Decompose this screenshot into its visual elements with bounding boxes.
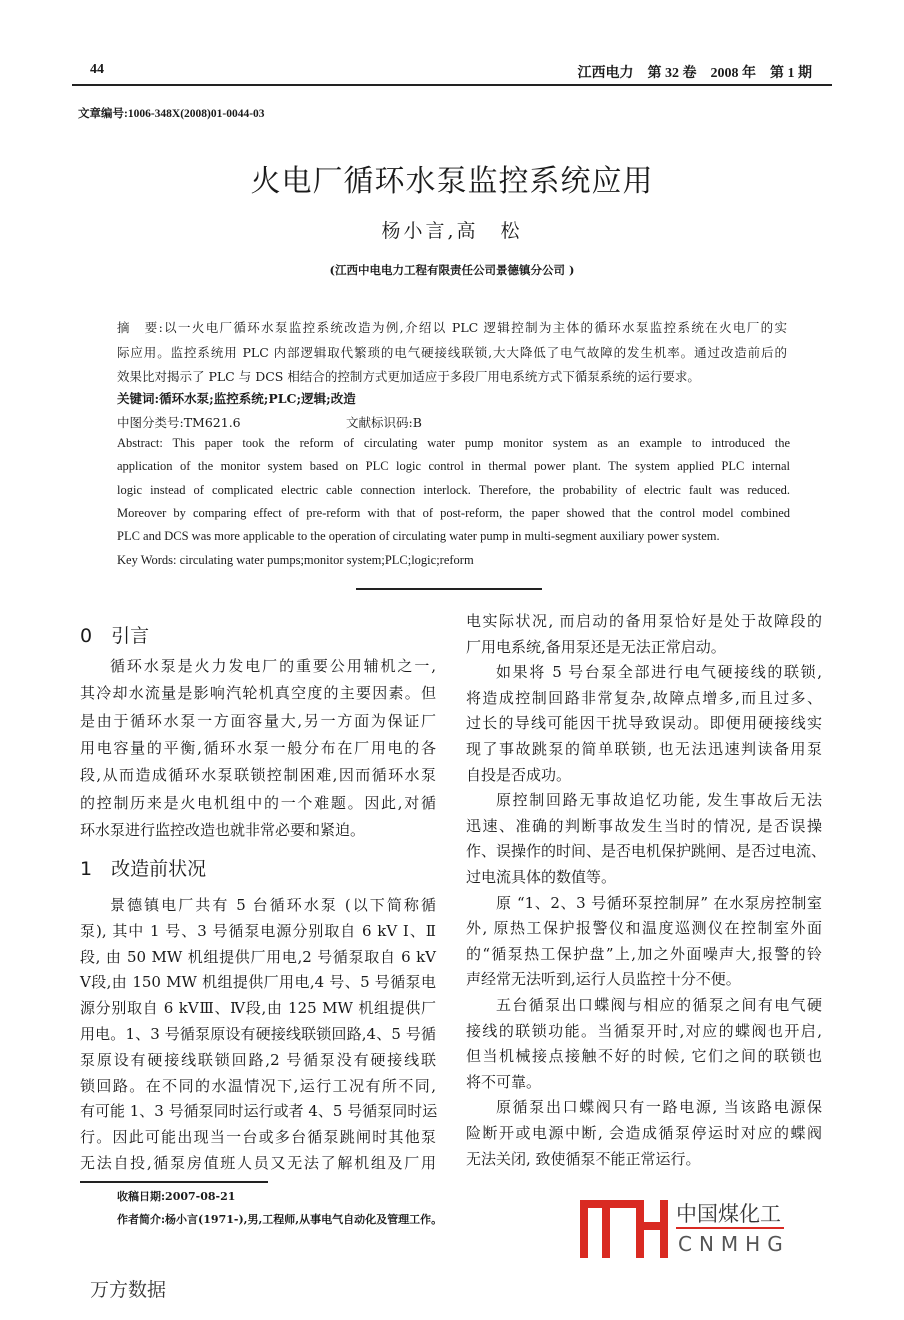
text-line: 原循泵出口蝶阀只有一路电源, 当该路电源保 xyxy=(496,1098,822,1117)
text-line: 外, 原热工保护报警仪和温度巡测仪在控制室外面 xyxy=(466,919,822,938)
text-line: logic instead of complicated electric cable connection interlock. Therefore, the probability of electric fault was reduced. xyxy=(117,482,790,497)
source-label: 万方数据 xyxy=(90,1279,167,1301)
document-code: 文献标识码:B xyxy=(346,415,422,430)
paper-title: 火电厂循环水泵监控系统应用 xyxy=(250,164,654,199)
journal-info: 江西电力 第 32 卷 2008 年 第 1 期 xyxy=(577,66,812,81)
text-line: 如果将 5 号台泵全部进行电气硬接线的联锁, xyxy=(496,663,822,682)
text-line: 将不可靠。 xyxy=(466,1072,542,1091)
text-line: 作、误操作的时间、是否电机保护跳闸、是否过电流、 xyxy=(466,842,827,861)
text-line: 景德镇电厂共有 5 台循环水泵 (以下简称循 xyxy=(110,896,436,914)
text-line: 无法关闭, 致使循泵不能正常运行。 xyxy=(466,1149,701,1168)
text-line: Abstract: This paper took the reform of circulating water pump monitor system as an example to introduced the xyxy=(117,436,790,450)
text-line: 循环水泵是火力发电厂的重要公用辅机之一, xyxy=(110,657,436,675)
text-line: application of the monitor system based on PLC logic control in thermal power plant. The system applied PLC internal xyxy=(117,459,790,474)
text-line: 际应用。监控系统用 PLC 内部逻辑取代繁琐的电气硬接线联锁,大大降低了电气故障的发生机率。通过改造前后的 xyxy=(117,344,787,360)
abstract-divider xyxy=(356,588,542,590)
text-line: 现了事故跳泵的简单联锁, 也无法迅速判读备用泵 xyxy=(466,740,822,758)
section-heading-status: 1 改造前状况 xyxy=(80,858,207,880)
text-line: 原控制回路无事故追忆功能, 发生事故后无法 xyxy=(496,791,822,810)
text-line: 五台循泵出口蝶阀与相应的循泵之间有电气硬 xyxy=(496,996,822,1014)
text-line: 接线的联锁功能。当循泵开时,对应的蝶阀也开启, xyxy=(466,1021,822,1040)
text-line: 泵原设有硬接线联锁回路,2 号循泵没有硬接线联 xyxy=(80,1050,436,1069)
text-line: 厂用电系统,备用泵还是无法正常启动。 xyxy=(466,637,726,656)
section-heading-intro: 0 引言 xyxy=(80,625,150,647)
text-line: 泵), 其中 1 号、3 号循泵电源分别取自 6 kV Ⅰ、Ⅱ xyxy=(80,921,436,940)
text-line: 源分别取自 6 kVⅢ、Ⅳ段,由 125 MW 机组提供厂 xyxy=(80,999,436,1018)
text-line: 无法自投,循泵房值班人员又无法了解机组及厂用 xyxy=(80,1154,436,1172)
text-line: 声经常无法听到,运行人员监控十分不便。 xyxy=(466,970,741,989)
text-line: 的“循泵热工保护盘”上,加之外面噪声大,报警的铃 xyxy=(466,944,822,963)
author-bio: 作者简介:杨小言(1971-),男,工程师,从事电气自动化及管理工作。 xyxy=(117,1213,443,1226)
article-id: 文章编号:1006-348X(2008)01-0044-03 xyxy=(78,108,265,120)
text-line: Moreover by comparing effect of pre-reform with that of post-reform, the paper showed that the control model combined xyxy=(117,505,790,520)
footnote-rule xyxy=(80,1181,268,1183)
text-line: 段, 由 50 MW 机组提供厂用电,2 号循泵取自 6 kV xyxy=(80,947,436,966)
text-line: 效果比对揭示了 PLC 与 DCS 相结合的控制方式更加适应于多段厂用电系统方式下循泵系统的运行要求。 xyxy=(117,369,700,384)
received-date: 收稿日期:2007-08-21 xyxy=(117,1190,236,1203)
text-line: 环水泵进行监控改造也就非常必要和紧迫。 xyxy=(80,820,366,839)
text-line: 电实际状况, 而启动的备用泵恰好是处于故障段的 xyxy=(466,612,822,630)
text-line: 是由于循环水泵一方面容量大,另一方面为保证厂 xyxy=(80,711,436,730)
text-line: 摘 要:以一火电厂循环水泵监控系统改造为例,介绍以 PLC 逻辑控制为主体的循环水泵监控系统在火电厂的实 xyxy=(117,320,787,335)
watermark-cn: 中国煤化工 xyxy=(676,1202,781,1226)
text-line: 段,从而造成循环水泵联锁控制困难,因而循环水泵 xyxy=(80,766,436,785)
text-line: PLC and DCS was more applicable to the operation of circulating water pump in multi-segment auxiliary power system. xyxy=(117,529,720,544)
watermark-en: CNMHG xyxy=(678,1232,790,1256)
text-line: Ⅴ段,由 150 MW 机组提供厂用电,4 号、5 号循泵电 xyxy=(80,973,436,992)
page-number: 44 xyxy=(90,62,104,77)
text-line: 用电容量的平衡,循环水泵一般分布在厂用电的各 xyxy=(80,738,436,757)
text-line: 有可能 1、3 号循泵同时运行或者 4、5 号循泵同时运 xyxy=(80,1102,438,1121)
text-line: 但当机械接点接触不好的时候, 它们之间的联锁也 xyxy=(466,1047,822,1066)
text-line: 锁回路。在不同的水温情况下,运行工况有所不同, xyxy=(80,1076,436,1095)
text-line: 将造成控制回路非常复杂,故障点增多,而且过多、 xyxy=(466,688,822,707)
text-line: 其冷却水流量是影响汽轮机真空度的主要因素。但 xyxy=(80,684,436,703)
text-line: 险断开或电源中断, 会造成循泵停运时对应的蝶阀 xyxy=(466,1124,822,1142)
header-rule xyxy=(72,84,832,86)
text-line: Key Words: circulating water pumps;monitor system;PLC;logic;reform xyxy=(117,552,474,567)
keywords-cn: 关键词:循环水泵;监控系统;PLC;逻辑;改造 xyxy=(117,391,356,406)
text-line: 迅速、准确的判断事故发生当时的情况, 是否误操 xyxy=(466,816,822,835)
watermark-logo xyxy=(580,1196,810,1260)
text-line: 原 “1、2、3 号循环泵控制屏” 在水泵房控制室 xyxy=(496,893,822,912)
affiliation: (江西中电电力工程有限责任公司景德镇分公司 ) xyxy=(329,263,575,277)
watermark-mh-icon xyxy=(580,1200,668,1258)
text-line: 过长的导线可能因干扰导致误动。即便用硬接线实 xyxy=(466,714,822,733)
text-line: 自投是否成功。 xyxy=(466,765,572,784)
text-line: 过电流具体的数值等。 xyxy=(466,868,617,886)
text-line: 行。因此可能出现当一台或多台循泵跳闸时其他泵 xyxy=(80,1128,436,1147)
authors: 杨小言,高 松 xyxy=(381,220,523,242)
clc-number: 中图分类号:TM621.6 xyxy=(117,415,241,430)
text-line: 的控制历来是火电机组中的一个难题。因此,对循 xyxy=(80,793,436,812)
text-line: 用电。1、3 号循泵原设有硬接线联锁回路,4、5 号循 xyxy=(80,1025,436,1043)
